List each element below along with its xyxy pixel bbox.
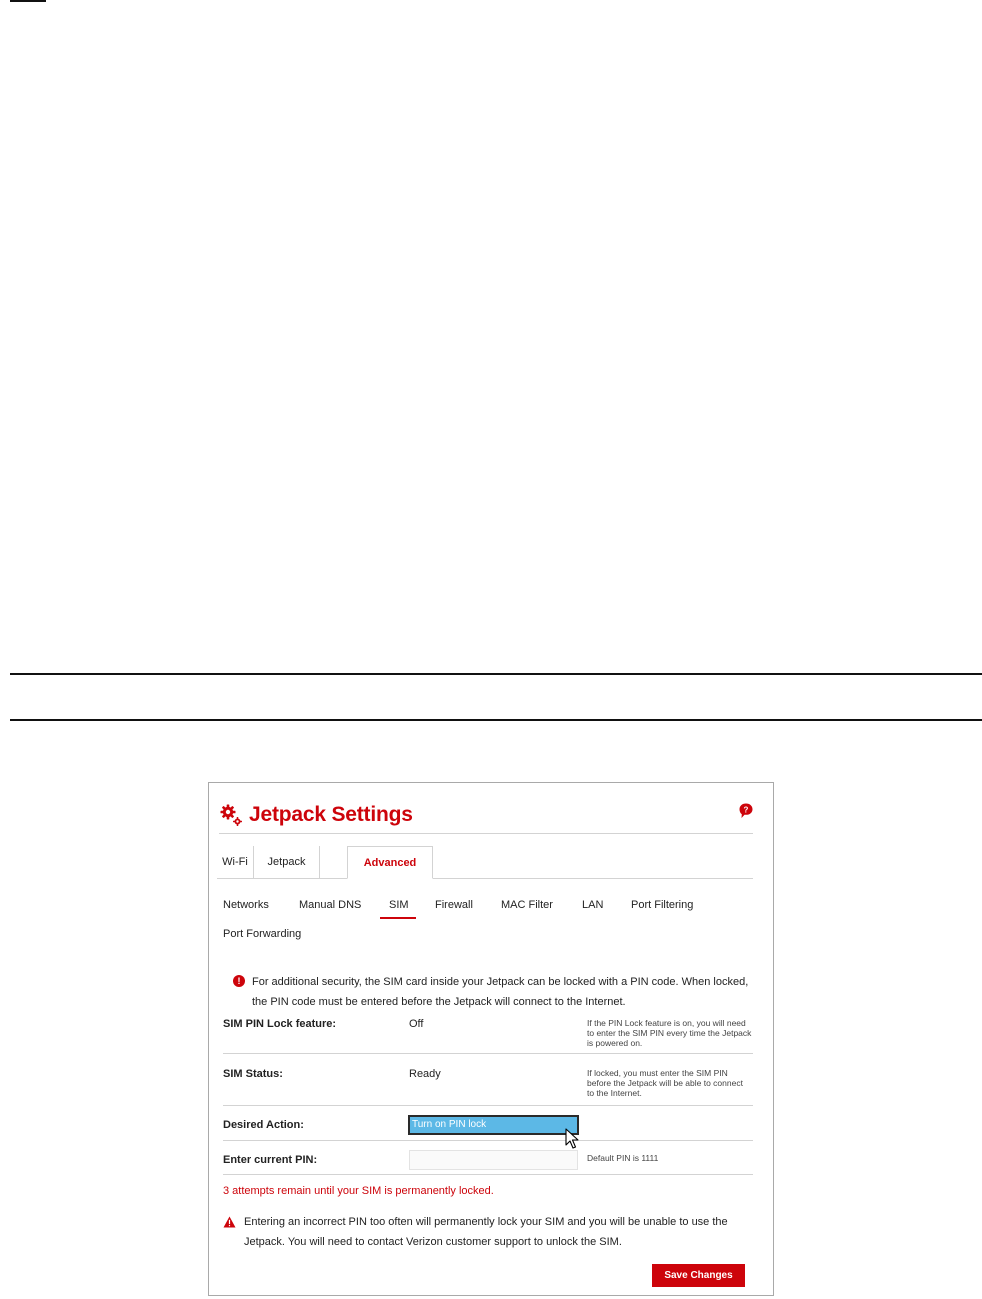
page-title: Jetpack Settings — [249, 803, 413, 826]
warning-text: Entering an incorrect PIN too often will permanently lock your SIM and you will be unable to use the Jetpack. You will need to contact Verizon customer support to unlock the SIM. — [244, 1216, 728, 1248]
jetpack-settings-panel — [208, 782, 774, 1296]
row-current-pin — [223, 1150, 753, 1175]
sim-status-label: SIM Status: — [223, 1068, 283, 1080]
subtab-port-filtering[interactable]: Port Filtering — [631, 899, 694, 911]
row-desired-action — [223, 1115, 753, 1141]
current-pin-help: Default PIN is 1111 — [587, 1153, 659, 1163]
question-icon[interactable] — [739, 803, 753, 819]
info-text: For additional security, the SIM card inside your Jetpack can be locked with a PIN code. When locked, the PIN code must be entered before the Jetpack will connect to the Internet. — [252, 976, 749, 1008]
document-rule-top — [10, 673, 982, 675]
warning-message — [223, 1212, 753, 1252]
row-sim-status — [223, 1068, 753, 1106]
desired-action-label: Desired Action: — [223, 1119, 304, 1131]
subtab-mac-filter[interactable]: MAC Filter — [501, 899, 553, 911]
mouse-pointer-icon — [565, 1128, 579, 1150]
svg-text:?: ? — [743, 805, 749, 815]
subtab-firewall[interactable]: Firewall — [435, 899, 473, 911]
document-rule-bottom — [10, 719, 982, 721]
row-sim-pin-lock — [223, 1016, 753, 1054]
subtab-sim[interactable]: SIM — [389, 899, 409, 911]
pin-lock-label: SIM PIN Lock feature: — [223, 1018, 337, 1030]
attempts-remaining-text: 3 attempts remain until your SIM is permanently locked. — [223, 1185, 494, 1197]
tab-advanced[interactable]: Advanced — [347, 846, 433, 879]
desired-action-select[interactable]: Turn on PIN lock — [408, 1115, 579, 1135]
save-changes-button[interactable]: Save Changes — [652, 1264, 745, 1287]
pin-lock-help: If the PIN Lock feature is on, you will need to enter the SIM PIN every time the Jetpack is powered on. — [587, 1018, 752, 1048]
main-tabs — [217, 846, 753, 879]
subtab-port-forwarding[interactable]: Port Forwarding — [223, 928, 302, 940]
active-subtab-indicator — [380, 917, 416, 919]
subtab-manual-dns[interactable]: Manual DNS — [299, 899, 362, 911]
tab-jetpack[interactable]: Jetpack — [254, 846, 320, 878]
current-pin-label: Enter current PIN: — [223, 1154, 318, 1166]
page-top-rule — [10, 0, 46, 2]
settings-header — [219, 801, 753, 834]
sim-status-value: Ready — [409, 1068, 441, 1080]
sim-status-help: If locked, you must enter the SIM PIN before the Jetpack will be able to connect to the Internet. — [587, 1068, 743, 1098]
subtab-networks[interactable]: Networks — [223, 899, 269, 911]
pin-lock-value: Off — [409, 1018, 424, 1030]
current-pin-input[interactable] — [409, 1150, 578, 1170]
warning-icon — [223, 1216, 236, 1228]
info-message — [233, 972, 753, 1012]
info-icon: ! — [233, 975, 245, 987]
tab-wifi[interactable]: Wi-Fi — [217, 846, 254, 878]
gear-icon — [219, 803, 243, 827]
subtab-lan[interactable]: LAN — [582, 899, 604, 911]
